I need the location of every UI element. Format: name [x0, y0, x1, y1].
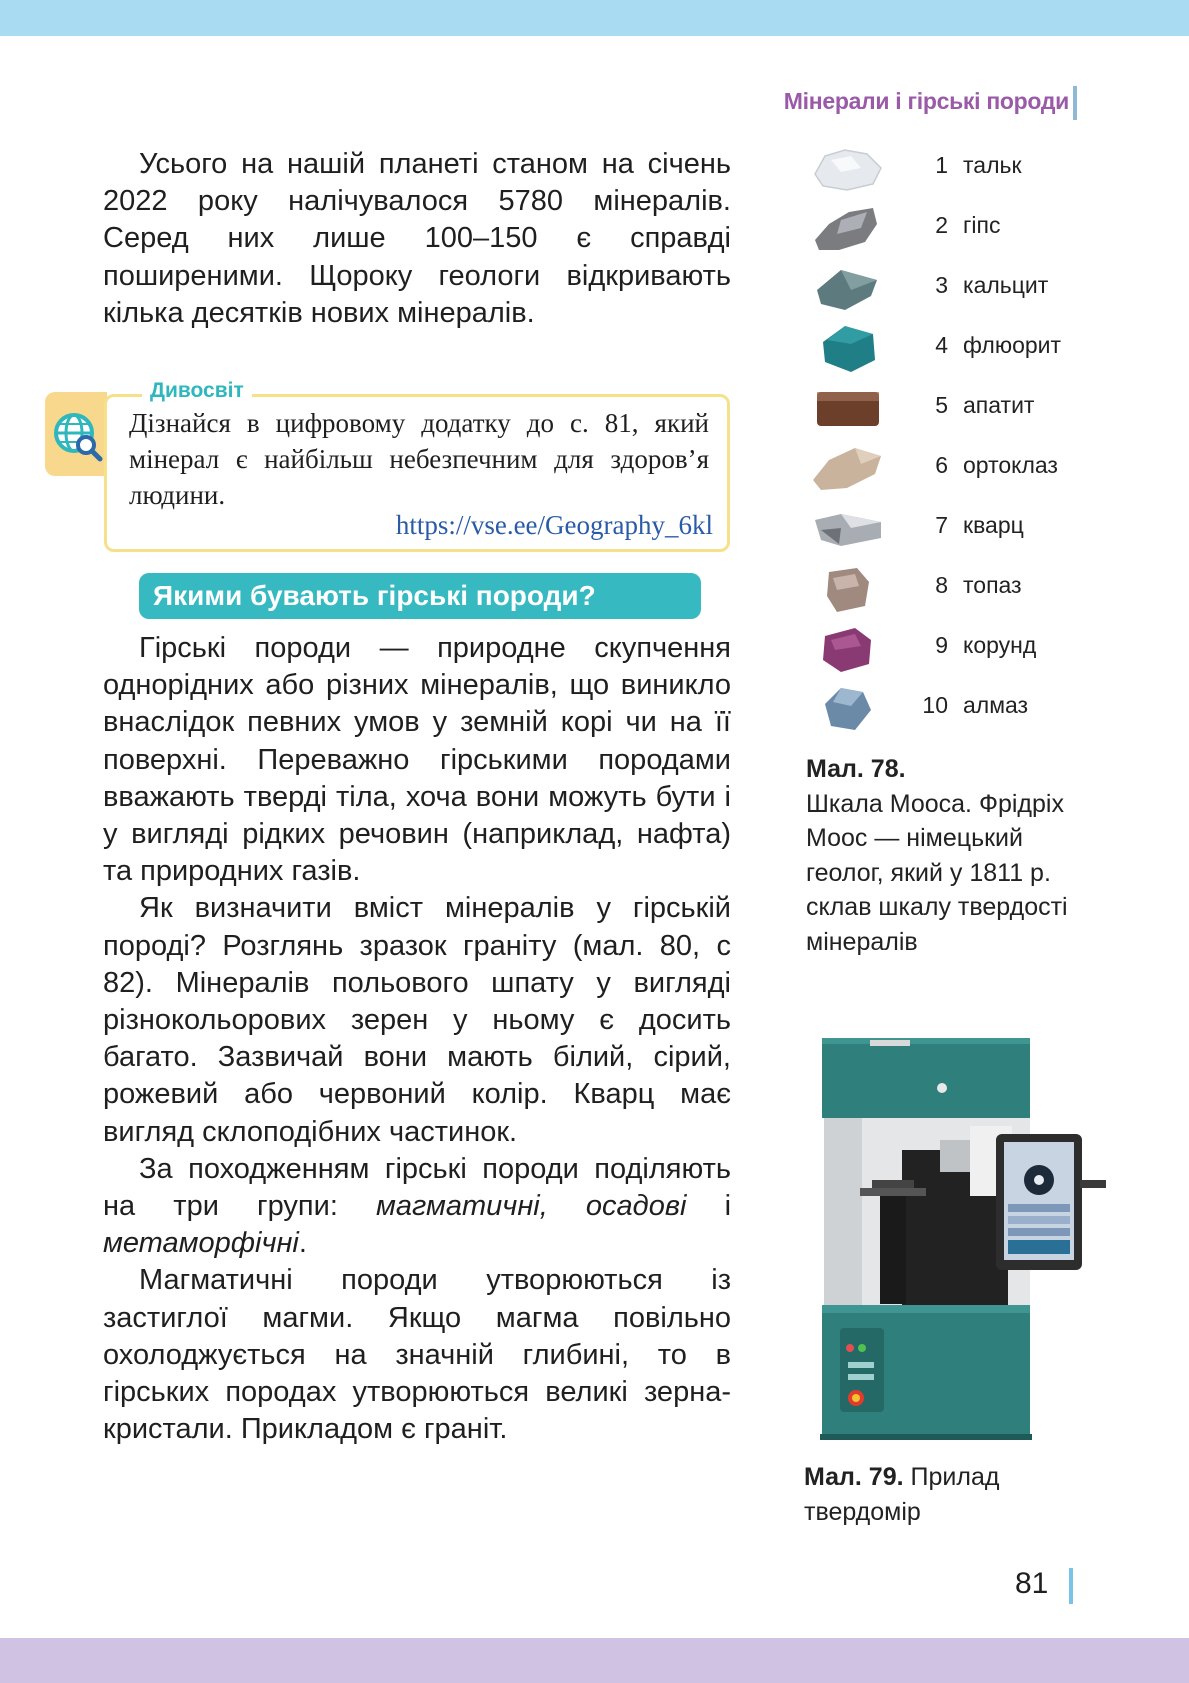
mohs-number: 1 — [935, 152, 948, 178]
mohs-row — [805, 560, 1085, 616]
fact-box-link[interactable]: https://vse.ee/Geography_6kl — [395, 510, 713, 540]
rock-groups-intro: За походженням гірські породи поділяють на три групи: — [103, 1152, 731, 1223]
mohs-row — [805, 680, 1085, 736]
mohs-mineral-name: корунд — [963, 632, 1037, 658]
mohs-mineral-name: топаз — [963, 572, 1022, 598]
mohs-row — [805, 140, 1085, 196]
paragraph-rock-groups — [103, 1151, 731, 1263]
mohs-number: 9 — [935, 632, 948, 658]
mohs-number: 7 — [935, 512, 948, 538]
page-number-bar — [1069, 1568, 1073, 1604]
figure-78-label: Мал. 78. — [806, 755, 906, 783]
paragraph-magmatic: Магматичні породи утворюються із застиглої магми. Якщо магма повільно охолоджується на значній глибині, то в гірських породах утворюються великі зерна-кристали. Прикладом є граніт. — [103, 1264, 731, 1446]
mohs-mineral-name: ортоклаз — [963, 452, 1058, 478]
mohs-mineral-name: апатит — [963, 392, 1035, 418]
rock-group-metamorphic: метаморфічні — [103, 1227, 299, 1260]
rock-groups-end: . — [298, 1227, 307, 1260]
paragraph-granite-minerals: Як визначити вміст мінералів у гірській породі? Розглянь зразок граніту (мал. 80, с 82). Мінералів польового шпату у вигляді різнокольорових зерен у ньому є досить багато. Зазвичай вони мають білий, сірий, рожевий або червоний колір. Кварц має вигляд склоподібних частинок. — [103, 892, 731, 1148]
mohs-number: 8 — [935, 572, 948, 598]
mohs-mineral-name: кальцит — [963, 272, 1049, 298]
mohs-row — [805, 200, 1085, 256]
fluorite-mineral-icon — [811, 326, 883, 372]
mohs-mineral-name: кварц — [963, 512, 1024, 538]
globe-search-icon — [48, 407, 104, 463]
mohs-mineral-name: тальк — [963, 152, 1022, 178]
hardness-tester-image — [800, 1030, 1110, 1445]
mohs-number: 10 — [922, 692, 948, 718]
calcite-mineral-icon — [811, 266, 883, 312]
mohs-number: 5 — [935, 392, 948, 418]
apatite-mineral-icon — [811, 386, 883, 432]
figure-78-text: Шкала Мооса. Фрідріх Моос — німецький геолог, який у 1811 р. склав шкалу твердості мінералів — [806, 789, 1068, 956]
running-title-bar — [1073, 86, 1077, 120]
mohs-mineral-name: флюорит — [963, 332, 1062, 358]
intro-paragraph: Усього на нашій планеті станом на січень 2022 року налічувалося 5780 мінералів. Серед них лише 100–150 є справді поширеними. Щороку геологи відкривають кілька десятків нових мінералів. — [103, 148, 731, 329]
mohs-number: 3 — [935, 272, 948, 298]
mohs-row — [805, 320, 1085, 376]
mohs-row — [805, 500, 1085, 556]
orthoclase-mineral-icon — [811, 446, 883, 492]
intro-block — [103, 146, 731, 332]
mohs-number: 4 — [935, 332, 948, 358]
topaz-mineral-icon — [811, 566, 883, 612]
bottom-color-band — [0, 1638, 1189, 1683]
fact-box-label: Дивосвіт — [142, 379, 252, 403]
main-text — [103, 630, 731, 1448]
rock-groups-and: і — [686, 1190, 732, 1223]
corundum-mineral-icon — [811, 626, 883, 672]
mohs-row — [805, 260, 1085, 316]
section-heading: Якими бувають гірські породи? — [139, 573, 701, 619]
quartz-mineral-icon — [811, 506, 883, 552]
mohs-row — [805, 620, 1085, 676]
mohs-row — [805, 380, 1085, 436]
mohs-mineral-name: алмаз — [963, 692, 1029, 718]
running-title: Мінерали і гірські породи — [783, 88, 1069, 114]
mohs-number: 2 — [935, 212, 948, 238]
mohs-number: 6 — [935, 452, 948, 478]
diamond-mineral-icon — [811, 686, 883, 732]
fact-box-text: Дізнайся в цифровому додатку до с. 81, який мінерал є найбільш небезпечним для здоров’я людини. — [129, 408, 709, 510]
figure-79-label: Мал. 79. — [804, 1463, 904, 1491]
gypsum-mineral-icon — [811, 206, 883, 252]
figure-78-caption — [806, 752, 1106, 959]
mohs-mineral-name: гіпс — [963, 212, 1001, 238]
page-number: 81 — [1015, 1567, 1049, 1600]
rock-groups-italic: магматичні, осадові — [376, 1190, 687, 1223]
figure-79-text: Прилад твердомір — [804, 1463, 1000, 1526]
paragraph-rocks-definition: Гірські породи — природне скупчення однорідних або різних мінералів, що виникло внаслідок певних умов у земній корі чи на її поверхні. Переважно гірськими породами вважають тверді тіла, хоча вони можуть бути і у вигляді рідких речовин (наприклад, нафта) та природних газів. — [103, 632, 731, 888]
mohs-row — [805, 440, 1085, 496]
figure-79-caption — [804, 1460, 1104, 1529]
talc-mineral-icon — [811, 146, 883, 192]
top-color-band — [0, 0, 1189, 36]
